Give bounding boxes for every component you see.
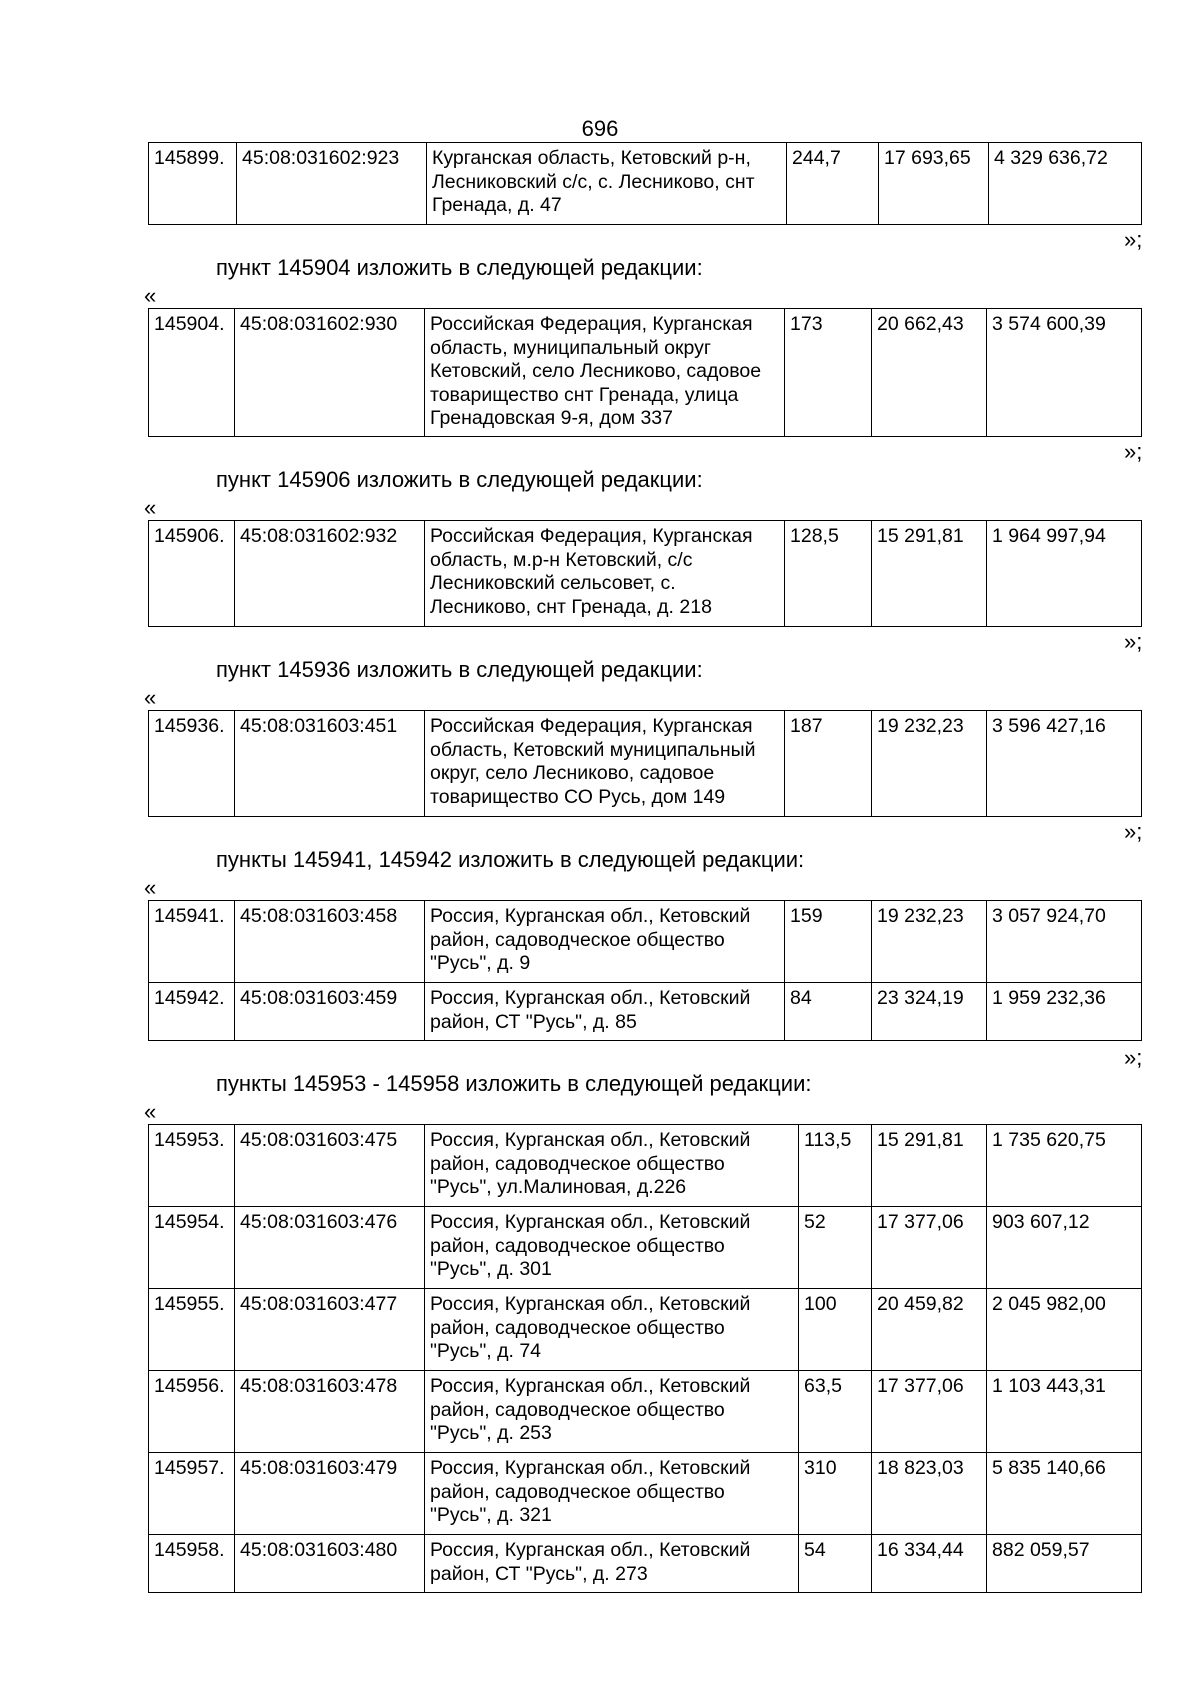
opening-quote: « (144, 685, 157, 710)
cell-price: 17 693,65 (879, 143, 989, 225)
cell-cadastral: 45:08:031602:932 (235, 521, 425, 627)
closing-quote: »; (1124, 629, 1143, 654)
cell-number: 145955. (149, 1289, 235, 1371)
instruction-text: пункт 145906 изложить в следующей редакции: (216, 467, 703, 492)
cell-cadastral: 45:08:031603:451 (235, 711, 425, 817)
cell-area: 187 (785, 711, 872, 817)
cell-total: 1 964 997,94 (987, 521, 1142, 627)
table-row (149, 983, 1142, 1041)
opening-quote: « (144, 495, 157, 520)
cell-number: 145904. (149, 309, 235, 437)
table-row (149, 1289, 1142, 1371)
cell-cadastral: 45:08:031603:459 (235, 983, 425, 1041)
table-row (149, 711, 1142, 817)
instruction-text: пункт 145904 изложить в следующей редакции: (216, 255, 703, 280)
table-row (149, 1207, 1142, 1289)
cell-number: 145954. (149, 1207, 235, 1289)
cell-price: 20 662,43 (872, 309, 987, 437)
instruction-text: пункты 145941, 145942 изложить в следующей редакции: (216, 847, 805, 872)
table-row (149, 1125, 1142, 1207)
cell-total: 1 103 443,31 (987, 1371, 1142, 1453)
cell-price: 18 823,03 (872, 1453, 987, 1535)
cell-cadastral: 45:08:031603:479 (235, 1453, 425, 1535)
cell-address: Россия, Курганская обл., Кетовский район, садоводческое общество "Русь", д. 321 (425, 1453, 799, 1535)
table-section-0 (148, 142, 1142, 225)
cell-area: 52 (799, 1207, 872, 1289)
cell-area: 100 (799, 1289, 872, 1371)
cell-cadastral: 45:08:031603:476 (235, 1207, 425, 1289)
cell-price: 23 324,19 (872, 983, 987, 1041)
opening-quote: « (144, 283, 157, 308)
cell-area: 63,5 (799, 1371, 872, 1453)
opening-quote: « (144, 1099, 157, 1124)
table-section-1 (148, 308, 1142, 437)
cell-area: 159 (785, 901, 872, 983)
cell-area: 244,7 (787, 143, 879, 225)
cell-number: 145899. (149, 143, 237, 225)
cell-price: 16 334,44 (872, 1535, 987, 1593)
closing-quote: »; (1124, 1045, 1143, 1070)
cell-number: 145956. (149, 1371, 235, 1453)
cell-price: 20 459,82 (872, 1289, 987, 1371)
cell-number: 145906. (149, 521, 235, 627)
cell-address: Россия, Курганская обл., Кетовский район, СТ "Русь", д. 273 (425, 1535, 799, 1593)
table-row (149, 901, 1142, 983)
cell-number: 145953. (149, 1125, 235, 1207)
cell-cadastral: 45:08:031603:478 (235, 1371, 425, 1453)
cell-cadastral: 45:08:031603:458 (235, 901, 425, 983)
cell-number: 145936. (149, 711, 235, 817)
cell-area: 310 (799, 1453, 872, 1535)
cell-total: 5 835 140,66 (987, 1453, 1142, 1535)
cell-address: Россия, Курганская обл., Кетовский район, СТ "Русь", д. 85 (425, 983, 785, 1041)
cell-price: 19 232,23 (872, 901, 987, 983)
page-number: 696 (581, 116, 619, 141)
cell-cadastral: 45:08:031603:480 (235, 1535, 425, 1593)
cell-address: Россия, Курганская обл., Кетовский район, садоводческое общество "Русь", д. 9 (425, 901, 785, 983)
cell-total: 1 735 620,75 (987, 1125, 1142, 1207)
table-section-2 (148, 520, 1142, 627)
cell-address: Россия, Курганская обл., Кетовский район, садоводческое общество "Русь", д. 301 (425, 1207, 799, 1289)
cell-total: 903 607,12 (987, 1207, 1142, 1289)
table-section-3 (148, 710, 1142, 817)
cell-area: 84 (785, 983, 872, 1041)
cell-total: 3 596 427,16 (987, 711, 1142, 817)
cell-address: Россия, Курганская обл., Кетовский район, садоводческое общество "Русь", д. 74 (425, 1289, 799, 1371)
cell-total: 1 959 232,36 (987, 983, 1142, 1041)
cell-address: Российская Федерация, Курганская область, м.р-н Кетовский, с/с Лесниковский сельсовет, с. Лесниково, снт Гренада, д. 218 (425, 521, 785, 627)
cell-area: 54 (799, 1535, 872, 1593)
cell-cadastral: 45:08:031603:477 (235, 1289, 425, 1371)
cell-address: Российская Федерация, Курганская область, Кетовский муниципальный округ, село Лесниково, садовое товарищество СО Русь, дом 149 (425, 711, 785, 817)
cell-area: 113,5 (799, 1125, 872, 1207)
cell-number: 145958. (149, 1535, 235, 1593)
table-row (149, 1453, 1142, 1535)
table-row (149, 1535, 1142, 1593)
cell-address: Курганская область, Кетовский р-н, Лесниковский с/с, с. Лесниково, снт Гренада, д. 47 (427, 143, 787, 225)
cell-cadastral: 45:08:031603:475 (235, 1125, 425, 1207)
table-row (149, 521, 1142, 627)
cell-total: 3 057 924,70 (987, 901, 1142, 983)
instruction-text: пункт 145936 изложить в следующей редакции: (216, 657, 703, 682)
table-section-5 (148, 1124, 1142, 1593)
opening-quote: « (144, 875, 157, 900)
cell-area: 128,5 (785, 521, 872, 627)
table-row (149, 1371, 1142, 1453)
cell-area: 173 (785, 309, 872, 437)
cell-address: Российская Федерация, Курганская область, муниципальный округ Кетовский, село Лесниково, садовое товарищество снт Гренада, улица Гренадовская 9-я, дом 337 (425, 309, 785, 437)
cell-total: 4 329 636,72 (989, 143, 1142, 225)
cell-number: 145957. (149, 1453, 235, 1535)
instruction-text: пункты 145953 - 145958 изложить в следующей редакции: (216, 1071, 812, 1096)
cell-price: 15 291,81 (872, 1125, 987, 1207)
cell-cadastral: 45:08:031602:923 (237, 143, 427, 225)
cell-price: 15 291,81 (872, 521, 987, 627)
cell-total: 882 059,57 (987, 1535, 1142, 1593)
cell-total: 2 045 982,00 (987, 1289, 1142, 1371)
cell-number: 145942. (149, 983, 235, 1041)
closing-quote: »; (1124, 439, 1143, 464)
cell-cadastral: 45:08:031602:930 (235, 309, 425, 437)
closing-quote: »; (1124, 227, 1143, 252)
cell-number: 145941. (149, 901, 235, 983)
table-row (149, 309, 1142, 437)
table-row (149, 143, 1142, 225)
cell-price: 17 377,06 (872, 1371, 987, 1453)
closing-quote: »; (1124, 819, 1143, 844)
cell-total: 3 574 600,39 (987, 309, 1142, 437)
cell-price: 17 377,06 (872, 1207, 987, 1289)
cell-address: Россия, Курганская обл., Кетовский район, садоводческое общество "Русь", д. 253 (425, 1371, 799, 1453)
table-section-4 (148, 900, 1142, 1041)
cell-address: Россия, Курганская обл., Кетовский район, садоводческое общество "Русь", ул.Малиновая, д.226 (425, 1125, 799, 1207)
cell-price: 19 232,23 (872, 711, 987, 817)
